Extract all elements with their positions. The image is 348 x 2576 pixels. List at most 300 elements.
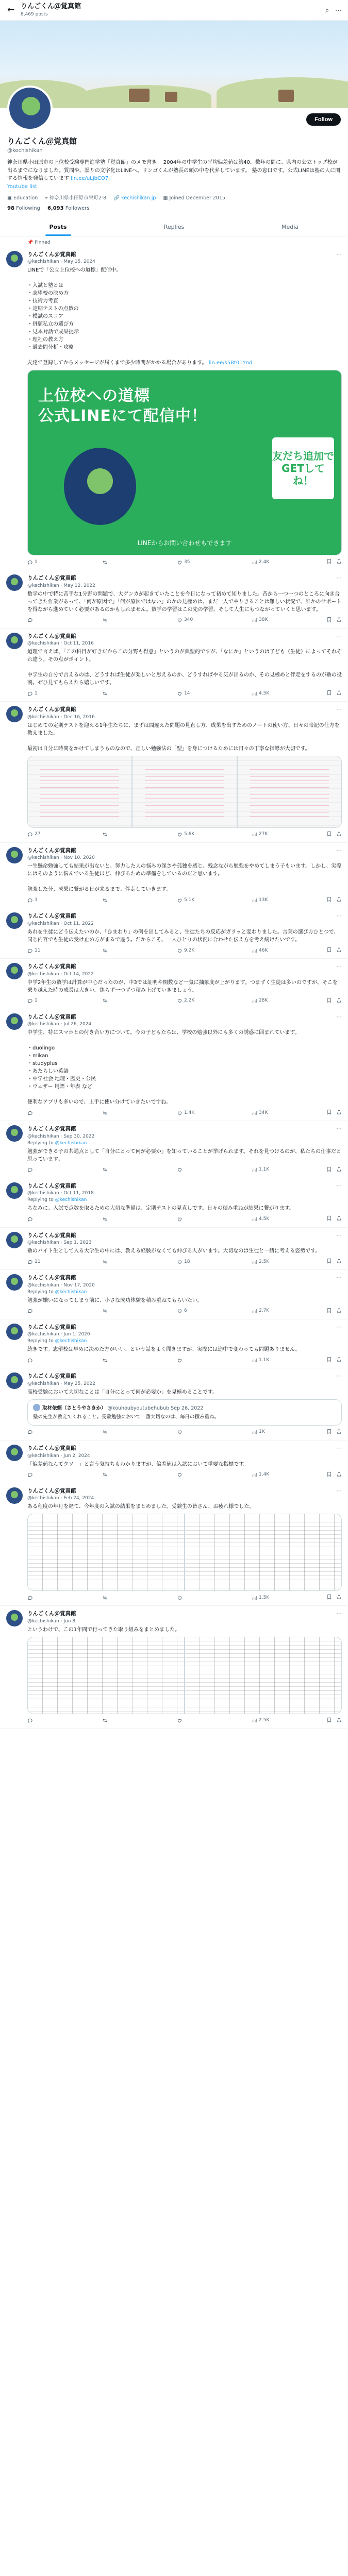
bookmark-icon[interactable] — [326, 997, 332, 1005]
post[interactable] — [0, 1368, 348, 1440]
post[interactable] — [0, 1319, 348, 1369]
view-count: 1K — [259, 1429, 265, 1435]
post-more-icon[interactable]: ⋯ — [336, 1231, 342, 1239]
post-extra-actions — [326, 1471, 342, 1479]
post-handle[interactable]: @kechishikan — [27, 1133, 59, 1139]
post-more-icon[interactable]: ⋯ — [336, 574, 342, 582]
post-text — [27, 1388, 342, 1396]
views-button[interactable] — [252, 1308, 326, 1315]
views-button[interactable] — [252, 947, 326, 954]
header-name: りんごくん＠覚真館 — [21, 2, 81, 10]
bookmark-icon[interactable] — [326, 558, 332, 566]
post-date[interactable]: Jun 2, 2024 — [63, 1453, 90, 1459]
post-author[interactable]: りんごくん＠覚真館 — [27, 1275, 76, 1281]
post-text-body: 高校受験において大切なことは「自分にとって何が必要か」を見極めることです。 — [27, 1389, 218, 1395]
repost-button[interactable] — [102, 896, 177, 904]
avatar[interactable] — [7, 86, 53, 131]
repost-button[interactable] — [102, 558, 177, 566]
views-button[interactable] — [252, 1215, 326, 1223]
post-actions — [27, 1717, 342, 1724]
post-avatar[interactable] — [6, 912, 23, 929]
repost-button[interactable] — [102, 1429, 177, 1436]
reply-button[interactable] — [27, 1109, 102, 1116]
post-author[interactable]: りんごくん＠覚真館 — [27, 963, 76, 970]
reply-to-handle[interactable]: @kechishikan — [55, 1289, 87, 1295]
post-author[interactable]: りんごくん＠覚真館 — [27, 1487, 76, 1494]
repost-button[interactable] — [102, 1258, 177, 1265]
share-icon[interactable] — [336, 558, 342, 566]
post-header — [27, 633, 342, 641]
post-body — [27, 847, 342, 904]
reply-button[interactable] — [27, 1308, 102, 1315]
share-icon[interactable] — [336, 1717, 342, 1724]
post-photos[interactable] — [27, 1637, 342, 1714]
post-more-icon[interactable]: ⋯ — [336, 706, 342, 713]
views-button[interactable] — [252, 831, 326, 838]
post-more-icon[interactable]: ⋯ — [336, 1274, 342, 1281]
post-extra-actions — [326, 896, 342, 904]
views-button[interactable] — [252, 1471, 326, 1479]
bookmark-icon[interactable] — [326, 1308, 332, 1315]
post-avatar[interactable] — [6, 963, 23, 979]
reply-button[interactable] — [27, 947, 102, 954]
view-count: 4.5K — [259, 690, 270, 696]
post-image-line-banner[interactable] — [27, 370, 342, 555]
like-button[interactable] — [177, 558, 252, 566]
reply-button[interactable] — [27, 617, 102, 624]
bookmark-icon[interactable] — [326, 690, 332, 697]
bookmark-icon[interactable] — [326, 831, 332, 838]
like-button[interactable] — [177, 1258, 252, 1265]
meta-location: ⌖ 神奈川県小田原市栄町2-8 — [45, 195, 107, 201]
repost-button[interactable] — [102, 997, 177, 1005]
post-photos[interactable] — [27, 1514, 342, 1591]
post-author[interactable]: りんごくん＠覚真館 — [27, 251, 76, 258]
post-author[interactable]: りんごくん＠覚真館 — [27, 847, 76, 854]
post-date[interactable]: Nov 10, 2020 — [63, 855, 95, 861]
share-icon[interactable] — [336, 1594, 342, 1601]
post-link[interactable]: lin.ee/s5Bt01Ynd — [208, 360, 253, 366]
post[interactable] — [0, 1228, 348, 1270]
search-icon[interactable]: ⌕ — [325, 7, 329, 14]
profile-tabs — [0, 218, 348, 237]
like-button[interactable] — [177, 1357, 252, 1364]
repost-button[interactable] — [102, 617, 177, 624]
reply-to-handle[interactable]: @kechishikan — [55, 1140, 87, 1146]
post[interactable] — [0, 1178, 348, 1228]
views-button[interactable] — [252, 1166, 326, 1174]
repost-button[interactable] — [102, 947, 177, 954]
post[interactable] — [0, 908, 348, 959]
post-date[interactable]: Nov 17, 2020 — [63, 1282, 95, 1288]
like-button[interactable] — [177, 1166, 252, 1174]
follow-counts — [7, 205, 341, 213]
share-icon[interactable] — [336, 690, 342, 697]
post-more-icon[interactable]: ⋯ — [336, 963, 342, 970]
share-icon[interactable] — [336, 1308, 342, 1315]
tab-media[interactable]: Media — [281, 223, 299, 230]
post-handle[interactable]: @kechishikan — [27, 855, 59, 861]
post-handle[interactable]: @kechishikan — [27, 1240, 59, 1246]
post-date[interactable]: Jun 1, 2020 — [63, 1332, 90, 1337]
post-date[interactable]: Sep 1, 2023 — [63, 1240, 92, 1246]
reply-button[interactable] — [27, 1215, 102, 1223]
back-arrow-icon[interactable]: ← — [7, 5, 15, 15]
post-avatar[interactable] — [6, 251, 23, 267]
repost-button[interactable] — [102, 1471, 177, 1479]
meta-website-link[interactable]: kechishikan.jp — [121, 195, 156, 201]
view-count: 1.1K — [259, 1357, 270, 1363]
timeline-item — [0, 1440, 348, 1483]
post-handle[interactable]: @kechishikan — [27, 1191, 59, 1196]
post-author[interactable]: りんごくん＠覚真館 — [27, 1324, 76, 1330]
like-button[interactable] — [177, 1308, 252, 1315]
post-avatar[interactable] — [6, 1182, 23, 1199]
reply-button[interactable] — [27, 558, 102, 566]
post-actions — [27, 1357, 342, 1364]
post-author[interactable]: りんごくん＠覚真館 — [27, 1013, 76, 1020]
view-count: 1.4K — [259, 1472, 270, 1478]
reply-button[interactable] — [27, 1258, 102, 1265]
timeline-item — [0, 702, 348, 843]
post-avatar[interactable] — [6, 574, 23, 591]
reply-button[interactable] — [27, 690, 102, 697]
post-photo[interactable] — [132, 756, 236, 827]
post-actions — [27, 558, 342, 566]
repost-button[interactable] — [102, 1717, 177, 1724]
post-date[interactable]: Feb 24, 2024 — [63, 1496, 94, 1501]
reply-button[interactable] — [27, 1717, 102, 1724]
post[interactable] — [0, 1440, 348, 1483]
post-author[interactable]: りんごくん＠覚真館 — [27, 1445, 76, 1452]
post-handle[interactable]: @kechishikan — [27, 1381, 59, 1386]
share-icon[interactable] — [336, 831, 342, 838]
like-count: 2.2K — [184, 998, 195, 1004]
tab-posts[interactable]: Posts — [0, 218, 116, 236]
post-photos[interactable] — [27, 756, 342, 828]
like-button[interactable] — [177, 1594, 252, 1601]
views-button[interactable] — [252, 1429, 326, 1436]
share-icon[interactable] — [336, 997, 342, 1005]
repost-button[interactable] — [102, 831, 177, 838]
view-count: 38K — [259, 617, 268, 623]
post[interactable] — [0, 1009, 348, 1122]
views-button[interactable] — [252, 1258, 326, 1265]
post-avatar[interactable] — [6, 1445, 23, 1461]
post-date[interactable]: Oct 11, 2022 — [63, 921, 94, 926]
bookmark-icon[interactable] — [326, 1215, 332, 1223]
post-photo[interactable] — [28, 1514, 184, 1590]
quote-text: 塾の先生が教えてくれること。受験勉強において一番大切なのは、毎日の積み重ね。 — [33, 1414, 220, 1420]
post-text — [27, 590, 342, 614]
post-photo[interactable] — [28, 756, 131, 827]
post-meta: @kechishikan · Nov 10, 2020 — [27, 855, 95, 861]
post-handle[interactable]: @kechishikan — [27, 1022, 59, 1027]
profile-name: りんごくん＠覚真館 — [7, 137, 77, 146]
view-count: 1.5K — [259, 1595, 270, 1600]
post[interactable] — [0, 629, 348, 702]
post[interactable] — [0, 959, 348, 1009]
like-button[interactable] — [177, 1215, 252, 1223]
post-handle[interactable]: @kechishikan — [27, 1453, 59, 1459]
post-author[interactable]: りんごくん＠覚真館 — [27, 1182, 76, 1189]
post-date[interactable]: May 25, 2022 — [63, 1381, 95, 1386]
post-date[interactable]: Oct 11, 2018 — [63, 1191, 94, 1196]
post-photo[interactable] — [28, 1637, 184, 1714]
post-date[interactable]: Dec 16, 2016 — [63, 714, 95, 720]
following-count: 98 — [7, 206, 14, 212]
post-more-icon[interactable]: ⋯ — [336, 1372, 342, 1380]
tab-replies[interactable]: Replies — [163, 223, 185, 230]
post-date[interactable]: Oct 11, 2016 — [63, 641, 94, 647]
post-avatar[interactable] — [6, 1610, 23, 1626]
like-button[interactable] — [177, 1109, 252, 1116]
post-more-icon[interactable]: ⋯ — [336, 1125, 342, 1132]
post-handle[interactable]: @kechishikan — [27, 714, 59, 720]
reply-context: Replying to @kechishikan — [27, 1140, 87, 1146]
post-extra-actions — [326, 997, 342, 1005]
post-handle[interactable]: @kechishikan — [27, 259, 59, 264]
post-avatar[interactable] — [6, 1125, 23, 1142]
bio-link[interactable]: lin.ee/uLjbCO7 — [71, 176, 109, 182]
followers-link[interactable] — [47, 205, 90, 213]
post-date[interactable]: May 12, 2022 — [63, 583, 95, 588]
post[interactable] — [0, 1606, 348, 1729]
post-actions — [27, 1258, 342, 1265]
post-author[interactable]: りんごくん＠覚真館 — [27, 1373, 76, 1380]
repost-button[interactable] — [102, 1594, 177, 1601]
like-button[interactable] — [177, 997, 252, 1005]
share-icon[interactable] — [336, 1215, 342, 1223]
bookmark-icon[interactable] — [326, 1357, 332, 1364]
post[interactable] — [0, 1121, 348, 1178]
repost-button[interactable] — [102, 1109, 177, 1116]
bookmark-icon[interactable] — [326, 1471, 332, 1479]
post-photo[interactable] — [185, 1514, 341, 1590]
repost-button[interactable] — [102, 1166, 177, 1174]
views-button[interactable] — [252, 1357, 326, 1364]
post-handle[interactable]: @kechishikan — [27, 641, 59, 647]
post-avatar[interactable] — [6, 1013, 23, 1030]
like-button[interactable] — [177, 947, 252, 954]
post-header — [27, 1232, 342, 1240]
post[interactable] — [0, 1270, 348, 1319]
post-actions — [27, 690, 342, 697]
bookmark-icon[interactable] — [326, 1594, 332, 1601]
like-count: 35 — [184, 559, 190, 565]
post-header — [27, 912, 342, 921]
following-link[interactable] — [7, 205, 40, 213]
post-more-icon[interactable]: ⋯ — [336, 1610, 342, 1617]
bio-category-link[interactable]: Youtube list — [7, 183, 37, 190]
post-more-icon[interactable]: ⋯ — [336, 632, 342, 639]
post[interactable] — [0, 1483, 348, 1606]
post-extra-actions — [326, 1594, 342, 1601]
post-more-icon[interactable]: ⋯ — [336, 250, 342, 258]
view-count: 2.5K — [259, 1259, 270, 1264]
header-post-count: 8,469 posts — [21, 12, 48, 18]
post-author[interactable]: りんごくん＠覚真館 — [27, 913, 76, 920]
post-author[interactable]: りんごくん＠覚真館 — [27, 1126, 76, 1132]
post-date[interactable]: Sep 30, 2022 — [63, 1133, 95, 1139]
reply-to-handle[interactable]: @kechishikan — [55, 1338, 87, 1344]
bookmark-icon[interactable] — [326, 1166, 332, 1174]
post-author[interactable]: りんごくん＠覚真館 — [27, 575, 76, 582]
views-button[interactable] — [252, 997, 326, 1005]
post-more-icon[interactable]: ⋯ — [336, 1013, 342, 1020]
follow-button[interactable]: Follow — [306, 113, 341, 126]
like-button[interactable] — [177, 617, 252, 624]
post-more-icon[interactable]: ⋯ — [336, 1182, 342, 1189]
post-more-icon[interactable]: ⋯ — [336, 1487, 342, 1494]
view-count: 2.7K — [259, 1308, 270, 1314]
post-author[interactable]: りんごくん＠覚真館 — [27, 1611, 76, 1617]
post-handle[interactable]: @kechishikan — [27, 1332, 59, 1337]
bookmark-icon[interactable] — [326, 1109, 332, 1116]
post-handle[interactable]: @kechishikan — [27, 1282, 59, 1288]
like-button[interactable] — [177, 1717, 252, 1724]
views-button[interactable] — [252, 558, 326, 566]
timeline-item — [0, 843, 348, 909]
repost-button[interactable] — [102, 1357, 177, 1364]
post-date[interactable]: Jun 8 — [63, 1618, 75, 1624]
post-actions — [27, 1215, 342, 1223]
bio-text: 神奈川県小田原市の上位校受験専門進学塾「覚真館」のメモ書き。 2004年の中学生の平均偏差値は約40。数年の間に、県内の公立トップ校が出るまでになりました。質問や、誤りの文字化はLINEへ。リンゴくんが塾長の頭の中を代弁しています。 塾の窓口です。公式LINEは塾の人に関する情報を発信しています — [7, 160, 341, 182]
post-body — [27, 963, 342, 1005]
reply-button[interactable] — [27, 1429, 102, 1436]
bookmark-icon[interactable] — [326, 1258, 332, 1265]
share-icon[interactable] — [336, 1109, 342, 1116]
post-extra-actions — [326, 1429, 342, 1436]
reply-button[interactable] — [27, 1166, 102, 1174]
post-header — [27, 1487, 342, 1496]
post[interactable] — [0, 702, 348, 843]
post-avatar[interactable] — [6, 1232, 23, 1248]
share-icon[interactable] — [336, 896, 342, 904]
post[interactable] — [0, 247, 348, 571]
post-more-icon[interactable]: ⋯ — [336, 912, 342, 920]
share-icon[interactable] — [336, 1258, 342, 1265]
post-avatar[interactable] — [6, 1487, 23, 1504]
bookmark-icon[interactable] — [326, 896, 332, 904]
more-icon[interactable]: ⋯ — [335, 7, 342, 14]
post-handle[interactable]: @kechishikan — [27, 583, 59, 588]
reply-button[interactable] — [27, 831, 102, 838]
post-text — [27, 1461, 342, 1468]
reply-button[interactable] — [27, 997, 102, 1005]
bookmark-icon[interactable] — [326, 1429, 332, 1436]
views-button[interactable] — [252, 1109, 326, 1116]
post-text — [27, 1148, 342, 1163]
bookmark-icon[interactable] — [326, 1717, 332, 1724]
share-icon[interactable] — [336, 947, 342, 954]
quoted-post[interactable] — [27, 1399, 342, 1426]
post-meta: @kechishikan · Jun 2, 2024 — [27, 1453, 90, 1459]
post-avatar[interactable] — [6, 1324, 23, 1340]
reply-button[interactable] — [27, 896, 102, 904]
post-avatar[interactable] — [6, 706, 23, 722]
repost-button[interactable] — [102, 1215, 177, 1223]
like-button[interactable] — [177, 896, 252, 904]
post-more-icon[interactable]: ⋯ — [336, 846, 342, 854]
share-icon[interactable] — [336, 1357, 342, 1364]
meta-joined-text: Joined December 2015 — [169, 195, 226, 201]
post-date[interactable]: Jul 26, 2024 — [63, 1022, 92, 1027]
meta-category: ▣ Education — [7, 195, 38, 201]
post-text — [27, 979, 342, 994]
reply-button[interactable] — [27, 1471, 102, 1479]
post-handle[interactable]: @kechishikan — [27, 1618, 59, 1624]
reply-count: 11 — [35, 947, 41, 953]
views-button[interactable] — [252, 1717, 326, 1724]
post-extra-actions — [326, 1109, 342, 1116]
quote-author: 取材依頼（さとうやさきか） — [42, 1405, 106, 1411]
share-icon[interactable] — [336, 1471, 342, 1479]
post-handle[interactable]: @kechishikan — [27, 921, 59, 926]
views-button[interactable] — [252, 617, 326, 624]
like-button[interactable] — [177, 831, 252, 838]
like-count: 5.6K — [184, 832, 195, 837]
views-button[interactable] — [252, 690, 326, 697]
bookmark-icon[interactable] — [326, 947, 332, 954]
post-more-icon[interactable]: ⋯ — [336, 1445, 342, 1452]
post-photo[interactable] — [238, 756, 341, 827]
post-meta: @kechishikan · Oct 11, 2022 — [27, 921, 94, 926]
post-meta: @kechishikan · Oct 11, 2016 — [27, 641, 94, 647]
post-body — [27, 633, 342, 698]
post-actions — [27, 1166, 342, 1174]
post-avatar[interactable] — [6, 1372, 23, 1389]
timeline-item — [0, 959, 348, 1009]
views-button[interactable] — [252, 1594, 326, 1601]
post-actions — [27, 1594, 342, 1601]
post-body — [27, 1232, 342, 1266]
views-button[interactable] — [252, 896, 326, 904]
post-author[interactable]: りんごくん＠覚真館 — [27, 706, 76, 713]
like-button[interactable] — [177, 1471, 252, 1479]
post-handle[interactable]: @kechishikan — [27, 971, 59, 977]
repost-button[interactable] — [102, 690, 177, 697]
like-button[interactable] — [177, 1429, 252, 1436]
post-actions — [27, 947, 342, 954]
post-actions — [27, 1109, 342, 1116]
share-icon[interactable] — [336, 1429, 342, 1436]
post-date[interactable]: Oct 14, 2022 — [63, 971, 94, 977]
post-handle[interactable]: @kechishikan — [27, 1496, 59, 1501]
reply-count: 27 — [35, 832, 41, 837]
post-text-body: というわけで、この1年間で行ってきた取り組みをまとめました。 — [27, 1626, 180, 1633]
post-more-icon[interactable]: ⋯ — [336, 1323, 342, 1330]
reply-to-handle[interactable]: @kechishikan — [55, 1197, 87, 1203]
post-author[interactable]: りんごくん＠覚真館 — [27, 633, 76, 639]
post-text — [27, 722, 342, 753]
reply-button[interactable] — [27, 1357, 102, 1364]
post[interactable] — [0, 843, 348, 909]
post-avatar[interactable] — [6, 847, 23, 863]
post-avatar[interactable] — [6, 1274, 23, 1291]
reply-button[interactable] — [27, 1594, 102, 1601]
bookmark-icon[interactable] — [326, 617, 332, 624]
post-author[interactable]: りんごくん＠覚真館 — [27, 1232, 76, 1239]
post-avatar[interactable] — [6, 633, 23, 649]
post[interactable] — [0, 570, 348, 629]
share-icon[interactable] — [336, 1166, 342, 1174]
like-button[interactable] — [177, 690, 252, 697]
repost-button[interactable] — [102, 1308, 177, 1315]
post-date[interactable]: May 15, 2024 — [63, 259, 95, 264]
share-icon[interactable] — [336, 617, 342, 624]
post-photo[interactable] — [185, 1637, 341, 1714]
